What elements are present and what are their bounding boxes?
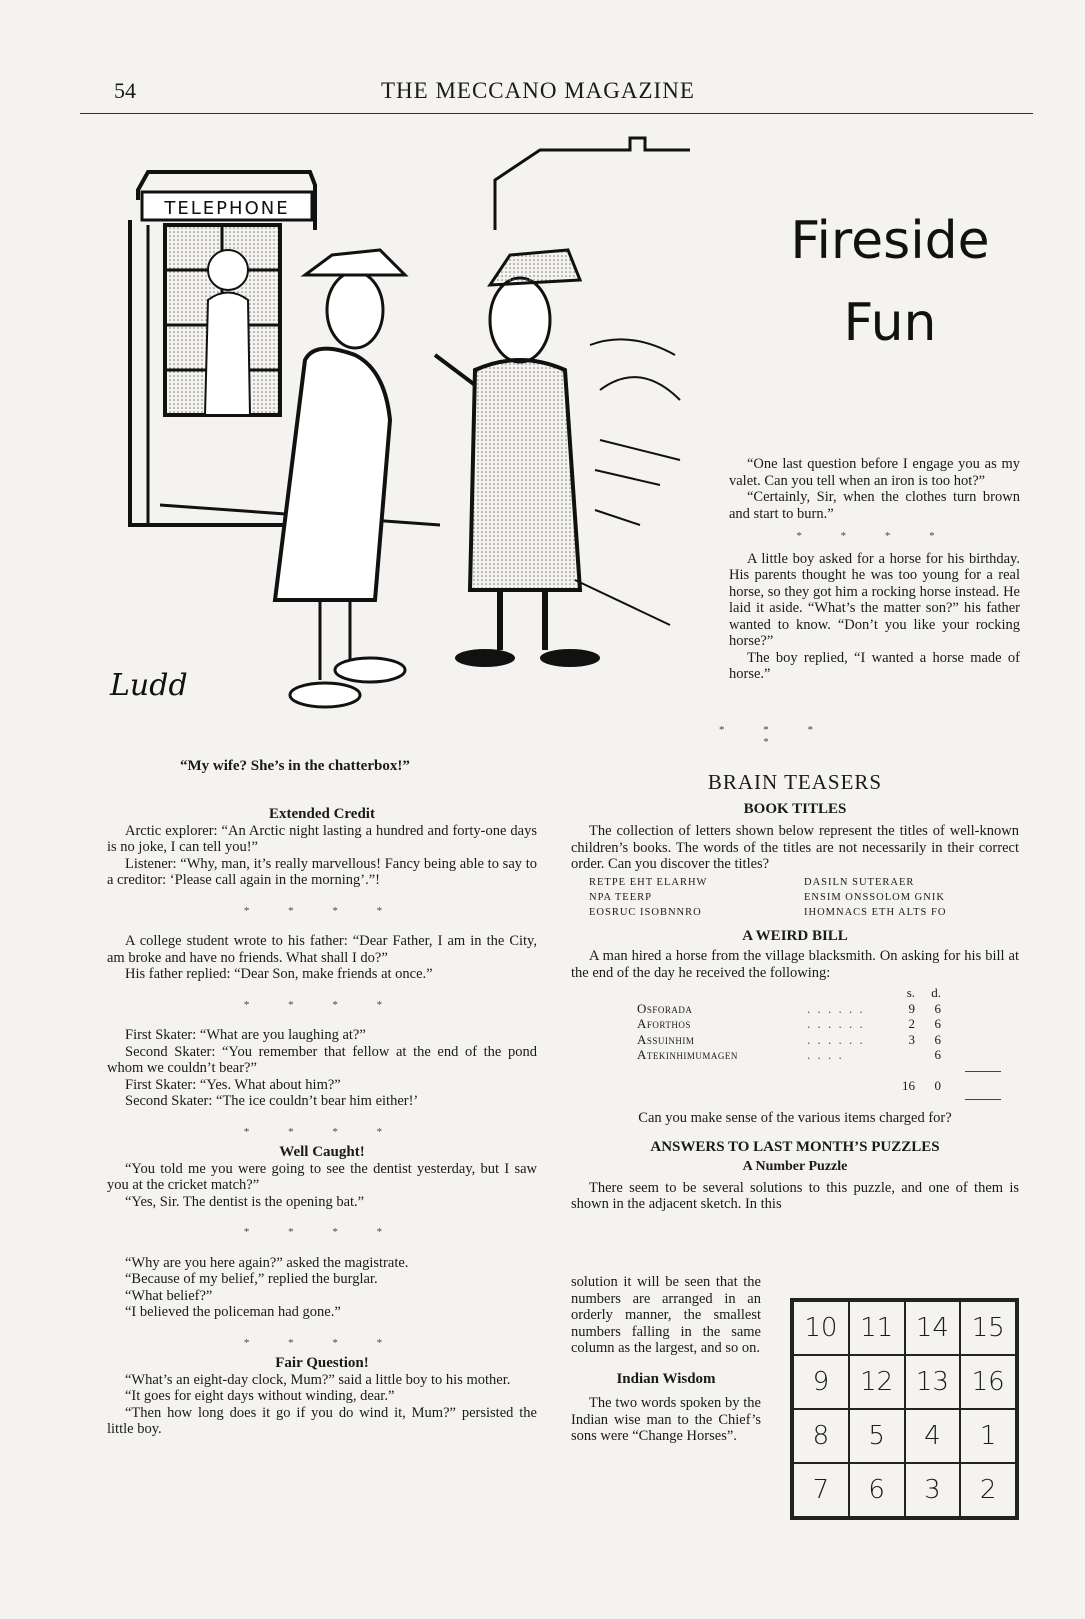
bill-pence: 6 <box>934 1031 941 1047</box>
number-puzzle-text: There seem to be several solutions to this puzzle, and one of them is shown in the adjacent sketch. In this <box>571 1179 1019 1212</box>
paragraph: His father replied: “Dear Son, make friends at once.” <box>125 966 433 982</box>
paragraph: Second Skater: “The ice couldn’t bear him either!’ <box>125 1093 419 1109</box>
star-separator: * * * * <box>243 1125 401 1138</box>
grid-cell: 13 <box>905 1355 961 1409</box>
grid-cell: 4 <box>905 1409 961 1463</box>
paragraph: “Then how long does it go if you do wind it, Mum?” persisted the little boy. <box>107 1404 537 1437</box>
left-column <box>107 806 537 1438</box>
extended-credit-heading: Extended Credit <box>269 806 375 822</box>
bill-leader: . . . . <box>807 1047 844 1062</box>
scrambled-title: NPA TEERP <box>589 891 652 903</box>
bill-row <box>637 1047 1019 1063</box>
answers-heading: ANSWERS TO LAST MONTH’S PUZZLES <box>650 1138 940 1155</box>
paragraph: First Skater: “Yes. What about him?” <box>125 1076 341 1093</box>
header-rule <box>80 113 1033 114</box>
weird-bill-question: Can you make sense of the various items charged for? <box>638 1110 952 1126</box>
right-column <box>571 770 1019 1213</box>
bill-pence: 6 <box>934 1016 941 1031</box>
star-separator: * * * * <box>719 724 831 748</box>
total-rule <box>965 1099 1001 1100</box>
cartoon-illustration <box>100 130 700 730</box>
paragraph: “Why are you here again?” asked the magistrate. <box>125 1254 409 1271</box>
bill-shillings: 9 <box>908 1000 915 1016</box>
shillings-header: s. <box>906 985 915 1000</box>
star-separator: * * * * <box>796 530 953 542</box>
page-number: 54 <box>114 78 136 103</box>
answer-narrow-column <box>571 1274 761 1445</box>
scrambled-titles <box>589 875 1019 920</box>
star-separator: * * * * <box>243 904 401 917</box>
bill-leader: . . . . . . <box>807 1031 865 1047</box>
cartoon-caption: “My wife? She’s in the chatterbox!” <box>180 758 410 774</box>
feature-title-line-2: Fun <box>843 293 937 353</box>
bill-shillings: 2 <box>908 1016 915 1031</box>
paragraph: Listener: “Why, man, it’s really marvellous! Fancy being able to say to a creditor: ‘Please call again in the morning’.”! <box>107 855 537 888</box>
bill-item: Assuinhim <box>637 1031 695 1047</box>
bill-header <box>637 985 1019 1001</box>
horse-joke-1: A little boy asked for a horse for his birthday. His parents thought he was too young for a real horse, so they got him a rocking horse instead. He laid it aside. “What’s the matter son?” his father wanted to know. “Don’t you like your rocking horse?” <box>729 550 1020 649</box>
star-separator: * * * * <box>243 1336 401 1349</box>
grid-cell: 2 <box>960 1463 1016 1517</box>
grid-cell: 10 <box>793 1301 849 1355</box>
magazine-title: THE MECCANO MAGAZINE <box>381 78 695 103</box>
grid-cell: 6 <box>849 1463 905 1517</box>
feature-title-line-1: Fireside <box>790 211 990 271</box>
grid-cell: 11 <box>849 1301 905 1355</box>
grid-cell: 3 <box>905 1463 961 1517</box>
valet-joke-1: “One last question before I engage you as my valet. Can you tell when an iron is too hot?” <box>729 456 1020 489</box>
bill-pence: 6 <box>934 1000 941 1016</box>
scrambled-title: IHOMNACS ETH ALTS FO <box>804 906 947 918</box>
grid-cell: 5 <box>849 1409 905 1463</box>
paragraph: “What belief?” <box>125 1287 213 1304</box>
paragraph: “Yes, Sir. The dentist is the opening bat.” <box>125 1193 365 1210</box>
scrambled-title: RETPE EHT ELARHW <box>589 876 708 888</box>
book-titles-text: The collection of letters shown below represent the titles of well-known children’s books. The words of the titles are not necessarily in their correct order. Can you discover the titles? <box>571 823 1019 872</box>
star-separator: * * * * <box>243 998 401 1011</box>
weird-bill-text: A man hired a horse from the village blacksmith. On asking for his bill at the end of the day he received the following: <box>571 948 1019 981</box>
artist-signature: Ludd <box>110 668 188 703</box>
bill-leader: . . . . . . <box>807 1000 865 1016</box>
bill-row <box>637 1032 1019 1048</box>
horse-joke-2: The boy replied, “I wanted a horse made of horse.” <box>729 649 1020 682</box>
grid-cell: 9 <box>793 1355 849 1409</box>
bill-total <box>637 1078 1019 1094</box>
grid-cell: 16 <box>960 1355 1016 1409</box>
right-top-jokes <box>729 456 1020 683</box>
paragraph: Second Skater: “You remember that fellow at the end of the pond whom we couldn’t bear?” <box>107 1043 537 1076</box>
paragraph: “You told me you were going to see the dentist yesterday, but I saw you at the cricket match?” <box>107 1160 537 1193</box>
bill-row <box>637 1016 1019 1032</box>
well-caught-heading: Well Caught! <box>279 1144 365 1160</box>
fair-question-heading: Fair Question! <box>275 1355 369 1371</box>
brain-teasers-title: BRAIN TEASERS <box>707 770 883 794</box>
book-titles-heading: BOOK TITLES <box>743 800 847 817</box>
grid-cell: 12 <box>849 1355 905 1409</box>
feature-title <box>775 200 1005 364</box>
paragraph: “What’s an eight-day clock, Mum?” said a little boy to his mother. <box>125 1371 511 1388</box>
bill-item: Aforthos <box>637 1016 691 1031</box>
scrambled-title: ENSIM ONSSOLOM GNIK <box>804 891 945 903</box>
valet-joke-2: “Certainly, Sir, when the clothes turn brown and start to burn.” <box>729 489 1020 522</box>
bill-item: Atekinhimumagen <box>637 1047 738 1062</box>
number-puzzle-heading: A Number Puzzle <box>742 1159 848 1174</box>
paragraph: A college student wrote to his father: “Dear Father, I am in the City, am broke and have no friends. What shall I do?” <box>107 933 537 966</box>
scrambled-title: DASILN SUTERAER <box>804 876 915 888</box>
number-puzzle-grid <box>790 1298 1019 1520</box>
bill-leader: . . . . . . <box>807 1016 865 1031</box>
indian-wisdom-heading: Indian Wisdom <box>616 1370 716 1387</box>
paragraph: “Because of my belief,” replied the burglar. <box>125 1271 378 1287</box>
number-puzzle-text-continued: solution it will be seen that the numbers are arranged in an orderly manner, the smallest numbers falling in the same column as the largest, and so on. <box>571 1274 761 1356</box>
bill-table <box>637 985 1019 1100</box>
grid-cell: 15 <box>960 1301 1016 1355</box>
bill-item: Osforada <box>637 1000 693 1016</box>
paragraph: “I believed the policeman had gone.” <box>125 1304 341 1320</box>
pence-header: d. <box>931 985 941 1000</box>
grid-cell: 1 <box>960 1409 1016 1463</box>
grid-cell: 7 <box>793 1463 849 1517</box>
grid-cell: 8 <box>793 1409 849 1463</box>
bill-pence: 6 <box>934 1047 941 1062</box>
paragraph: First Skater: “What are you laughing at?” <box>125 1027 366 1043</box>
weird-bill-heading: A WEIRD BILL <box>742 927 848 944</box>
bill-shillings: 3 <box>908 1031 915 1047</box>
star-separator: * * * * <box>243 1226 401 1238</box>
telephone-sign: TELEPHONE <box>164 198 290 219</box>
indian-wisdom-text: The two words spoken by the Indian wise man to the Chief’s sons were “Change Horses”. <box>571 1395 761 1444</box>
total-pence: 0 <box>934 1077 941 1093</box>
bill-row <box>637 1001 1019 1017</box>
paragraph: “It goes for eight days without winding, dear.” <box>125 1388 395 1404</box>
paragraph: Arctic explorer: “An Arctic night lasting a hundred and forty-one days is no joke, I can tell you!” <box>107 822 537 855</box>
total-shillings: 16 <box>902 1077 915 1093</box>
scrambled-title: EOSRUC ISOBNNRO <box>589 906 702 918</box>
grid-cell: 14 <box>905 1301 961 1355</box>
bill-shillings <box>895 1047 915 1063</box>
total-rule <box>965 1071 1001 1072</box>
